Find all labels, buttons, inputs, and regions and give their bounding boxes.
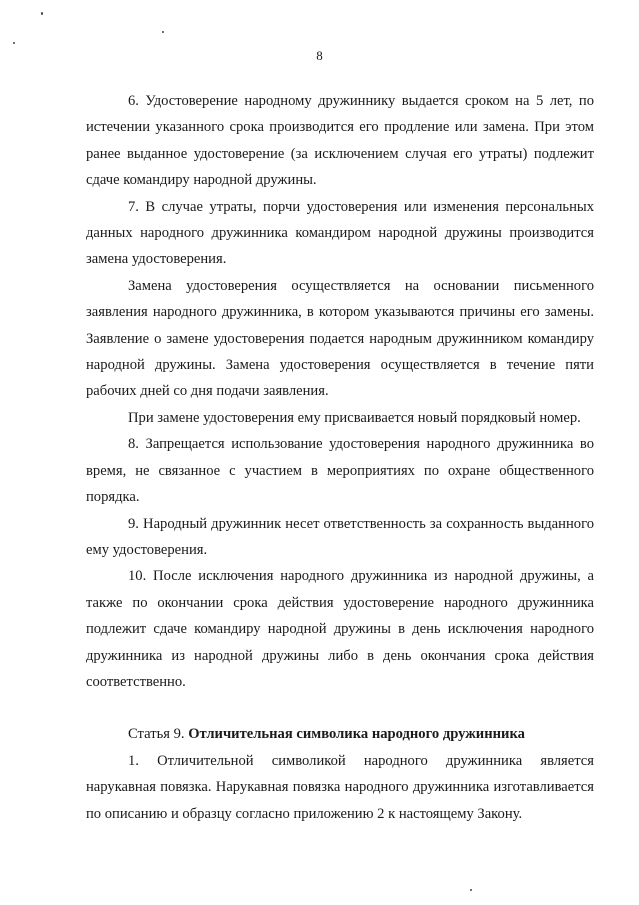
scan-speck (13, 42, 15, 44)
paragraph-replacement-procedure: Замена удостоверения осуществляется на основании письменного заявления народного дружинника, в котором указываются причины его замены. Заявление о замене удостоверения подается народным дружинником командиру народной дружины. Замена удостоверения осуществляется в течение пяти рабочих дней со дня подачи заявления. (86, 277, 594, 400)
scan-speck (41, 12, 43, 15)
scan-speck (162, 31, 164, 33)
paragraph-new-number: При замене удостоверения ему присваивается новый порядковый номер. (128, 409, 581, 426)
paragraph-9: 9. Народный дружинник несет ответственность за сохранность выданного ему удостоверения. (86, 515, 594, 558)
article-title: Отличительная символика народного дружинника (188, 726, 525, 743)
paragraph-8: 8. Запрещается использование удостоверения народного дружинника во время, не связанное с участием в мероприятиях по охране общественного порядка. (86, 436, 594, 506)
page-number: 8 (316, 48, 323, 63)
article-paragraph-1: 1. Отличительной символикой народного дружинника является нарукавная повязка. Нарукавная повязка народного дружинника изготавливается по описанию и образцу согласно приложению 2 к настоящему Закону. (86, 752, 594, 822)
paragraph-10: 10. После исключения народного дружинника из народной дружины, а также по окончании срока действия удостоверение народного дружинника подлежит сдаче командиру народной дружины в день исключения народного дружинника из народной дружины либо в день окончания срока действия соответственно. (86, 568, 594, 690)
paragraph-6: 6. Удостоверение народному дружиннику выдается сроком на 5 лет, по истечении указанного срока производится его продление или замена. При этом ранее выданное удостоверение (за исключением случая его утраты) подлежит сдаче командиру народной дружины. (86, 93, 594, 189)
scan-speck (470, 889, 472, 891)
article-prefix: Статья 9. (128, 726, 189, 743)
article-heading (86, 721, 594, 747)
document-body (86, 88, 594, 827)
paragraph-7: 7. В случае утраты, порчи удостоверения или изменения персональных данных народного дружинника командиром народной дружины производится замена удостоверения. (86, 198, 594, 268)
